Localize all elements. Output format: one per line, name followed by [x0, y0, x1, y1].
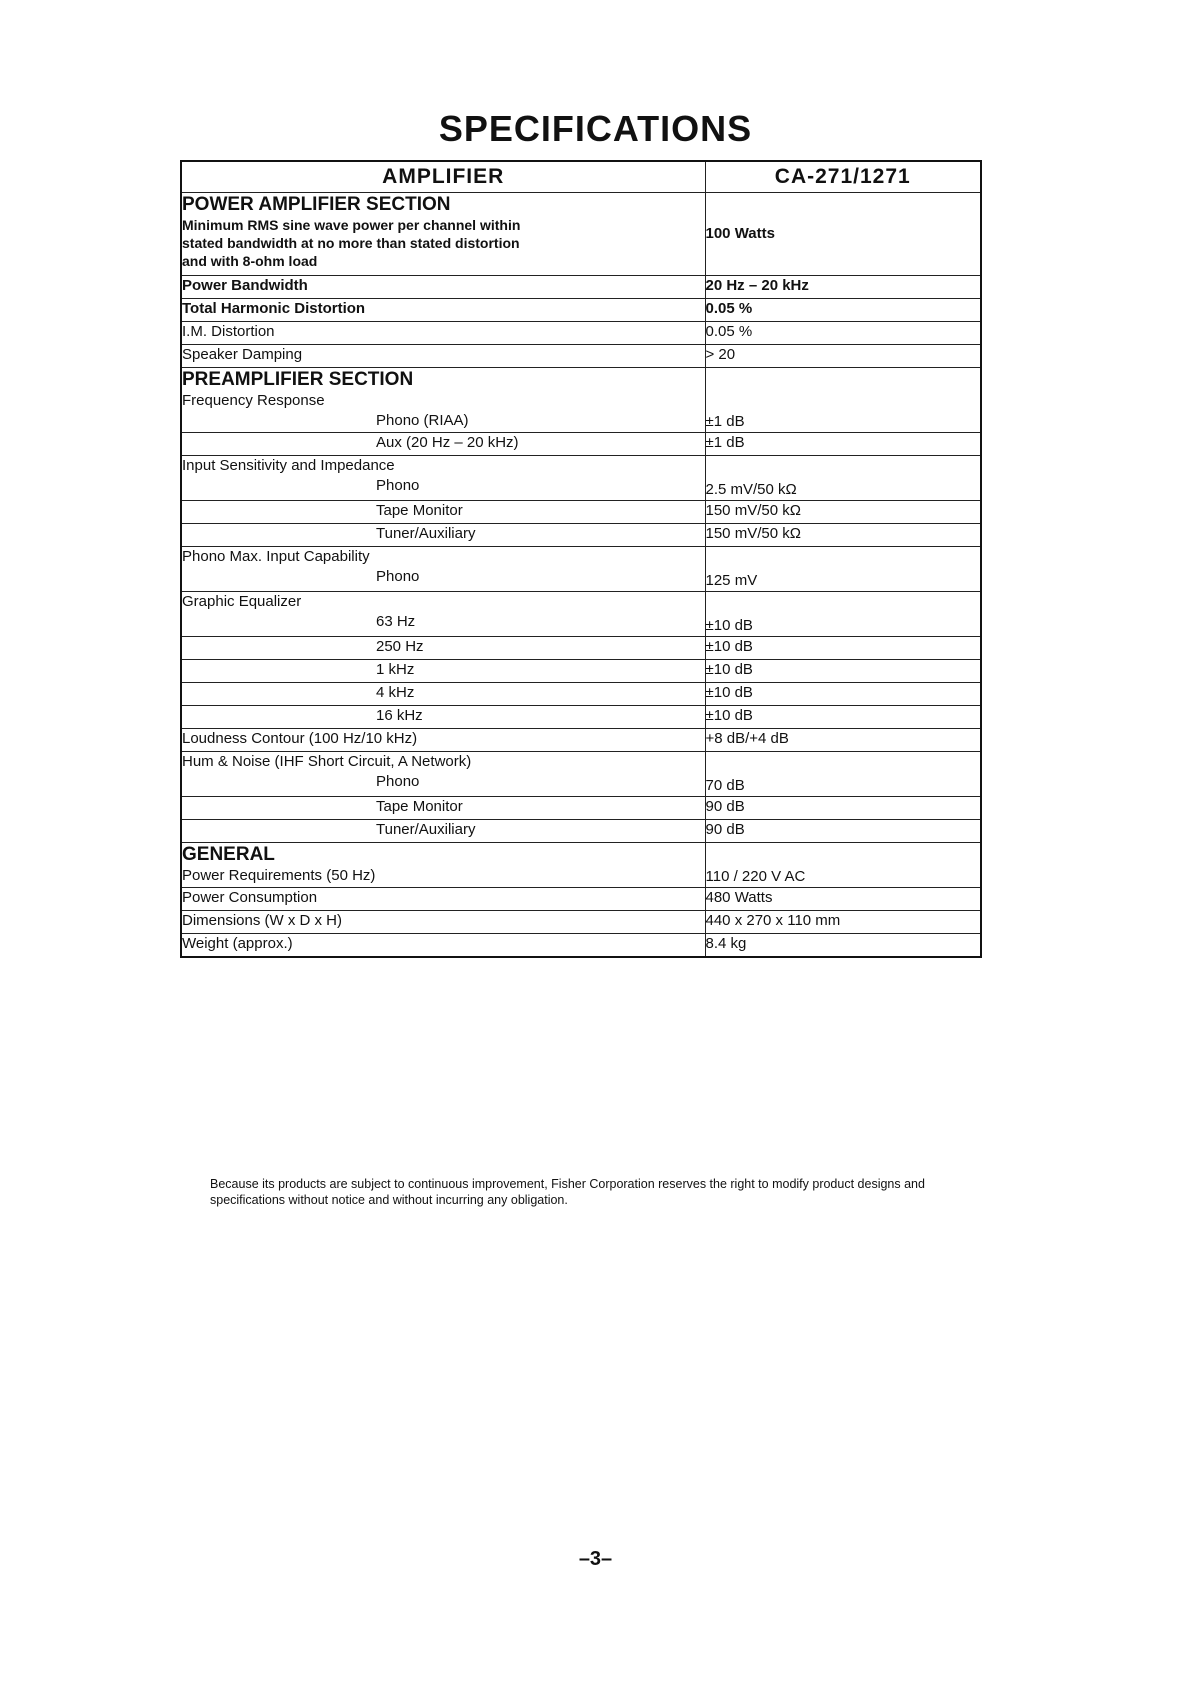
spec-value: 0.05 %	[705, 322, 981, 345]
spec-value: 8.4 kg	[705, 934, 981, 958]
spec-value: 70 dB	[705, 752, 981, 797]
spec-value: ±10 dB	[705, 592, 981, 637]
spec-value: 20 Hz – 20 kHz	[705, 276, 981, 299]
spec-sub-label: 1 kHz	[376, 661, 415, 678]
graphic-equalizer-cell	[181, 592, 705, 637]
table-row	[181, 345, 981, 368]
table-row	[181, 934, 981, 958]
power-requirements-label: Power Requirements (50 Hz)	[182, 867, 376, 884]
spec-sub-label: 16 kHz	[376, 707, 423, 724]
spec-value: ±1 dB	[705, 368, 981, 433]
table-row	[181, 193, 981, 276]
table-row	[181, 706, 981, 729]
spec-sub-label: 250 Hz	[376, 638, 424, 655]
hum-noise-cell	[181, 752, 705, 797]
spec-sub-label: Phono (RIAA)	[376, 412, 469, 429]
spec-sub-label: Tape Monitor	[376, 798, 463, 815]
table-row	[181, 322, 981, 345]
spec-label	[181, 433, 705, 456]
spec-sub-label: Tuner/Auxiliary	[376, 821, 476, 838]
spec-label: Loudness Contour (100 Hz/10 kHz)	[181, 729, 705, 752]
table-row	[181, 276, 981, 299]
spec-label	[181, 820, 705, 843]
table-row	[181, 797, 981, 820]
table-row	[181, 592, 981, 637]
spec-sub-label: Phono	[376, 477, 420, 494]
spec-label: Dimensions (W x D x H)	[181, 911, 705, 934]
spec-label: Weight (approx.)	[181, 934, 705, 958]
table-row	[181, 524, 981, 547]
spec-value: 125 mV	[705, 547, 981, 592]
table-row	[181, 660, 981, 683]
header-amplifier: AMPLIFIER	[181, 161, 705, 193]
rms-power-label: Minimum RMS sine wave power per channel within stated bandwidth at no more than stated distortion and with 8-ohm load	[182, 217, 521, 269]
spec-label	[181, 660, 705, 683]
table-row	[181, 299, 981, 322]
page-number: –3–	[578, 1548, 613, 1570]
spec-label	[181, 706, 705, 729]
spec-label: I.M. Distortion	[181, 322, 705, 345]
table-header-row	[181, 161, 981, 193]
spec-value: 0.05 %	[705, 299, 981, 322]
spec-label: Power Bandwidth	[181, 276, 705, 299]
spec-value: ±10 dB	[705, 637, 981, 660]
spec-value: 150 mV/50 kΩ	[705, 524, 981, 547]
spec-label	[181, 501, 705, 524]
section-heading-general: GENERAL	[182, 844, 275, 865]
spec-sub-label: Tape Monitor	[376, 502, 463, 519]
spec-value: 440 x 270 x 110 mm	[705, 911, 981, 934]
phono-max-cell	[181, 547, 705, 592]
spec-value: 150 mV/50 kΩ	[705, 501, 981, 524]
table-row	[181, 729, 981, 752]
spec-label: Speaker Damping	[181, 345, 705, 368]
spec-label	[181, 683, 705, 706]
hum-noise-label: Hum & Noise (IHF Short Circuit, A Network)	[182, 753, 472, 770]
spec-sub-label: Phono	[376, 773, 420, 790]
rms-power-value: 100 Watts	[705, 193, 981, 276]
table-row	[181, 433, 981, 456]
general-cell	[181, 843, 705, 888]
table-row	[181, 547, 981, 592]
spec-sub-label: 4 kHz	[376, 684, 415, 701]
page-title: SPECIFICATIONS	[438, 108, 753, 150]
table-row	[181, 888, 981, 911]
spec-value: 90 dB	[705, 797, 981, 820]
table-row	[181, 683, 981, 706]
disclaimer-text: Because its products are subject to continuous improvement, Fisher Corporation reserves the right to modify product designs and specifications without notice and without incurring any obligation.	[210, 1176, 925, 1207]
spec-label: Power Consumption	[181, 888, 705, 911]
spec-value: 2.5 mV/50 kΩ	[705, 456, 981, 501]
spec-sub-label: Aux (20 Hz – 20 kHz)	[376, 434, 519, 451]
input-sensitivity-cell	[181, 456, 705, 501]
graphic-equalizer-label: Graphic Equalizer	[182, 593, 302, 610]
spec-label	[181, 524, 705, 547]
section-heading-power-amplifier: POWER AMPLIFIER SECTION	[182, 194, 451, 215]
spec-label: Total Harmonic Distortion	[181, 299, 705, 322]
spec-label	[181, 797, 705, 820]
table-row	[181, 820, 981, 843]
frequency-response-label: Frequency Response	[182, 392, 325, 409]
section-heading-preamplifier: PREAMPLIFIER SECTION	[182, 369, 414, 390]
input-sensitivity-label: Input Sensitivity and Impedance	[182, 457, 395, 474]
table-row	[181, 911, 981, 934]
table-row	[181, 368, 981, 433]
header-model: CA-271/1271	[705, 161, 981, 193]
table-row	[181, 843, 981, 888]
spec-value: ±1 dB	[705, 433, 981, 456]
spec-value: 110 / 220 V AC	[705, 843, 981, 888]
table-row	[181, 752, 981, 797]
phono-max-label: Phono Max. Input Capability	[182, 548, 370, 565]
spec-value: ±10 dB	[705, 706, 981, 729]
spec-sub-label: 63 Hz	[376, 613, 416, 630]
spec-value: > 20	[705, 345, 981, 368]
table-row	[181, 637, 981, 660]
table-row	[181, 456, 981, 501]
spec-sub-label: Tuner/Auxiliary	[376, 525, 476, 542]
spec-value: 480 Watts	[705, 888, 981, 911]
spec-sub-label: Phono	[376, 568, 420, 585]
power-amplifier-cell	[181, 193, 705, 276]
spec-value: 90 dB	[705, 820, 981, 843]
spec-value: ±10 dB	[705, 660, 981, 683]
spec-label	[181, 637, 705, 660]
table-row	[181, 501, 981, 524]
specifications-table	[180, 160, 982, 958]
spec-value: +8 dB/+4 dB	[705, 729, 981, 752]
preamplifier-cell	[181, 368, 705, 433]
spec-value: ±10 dB	[705, 683, 981, 706]
